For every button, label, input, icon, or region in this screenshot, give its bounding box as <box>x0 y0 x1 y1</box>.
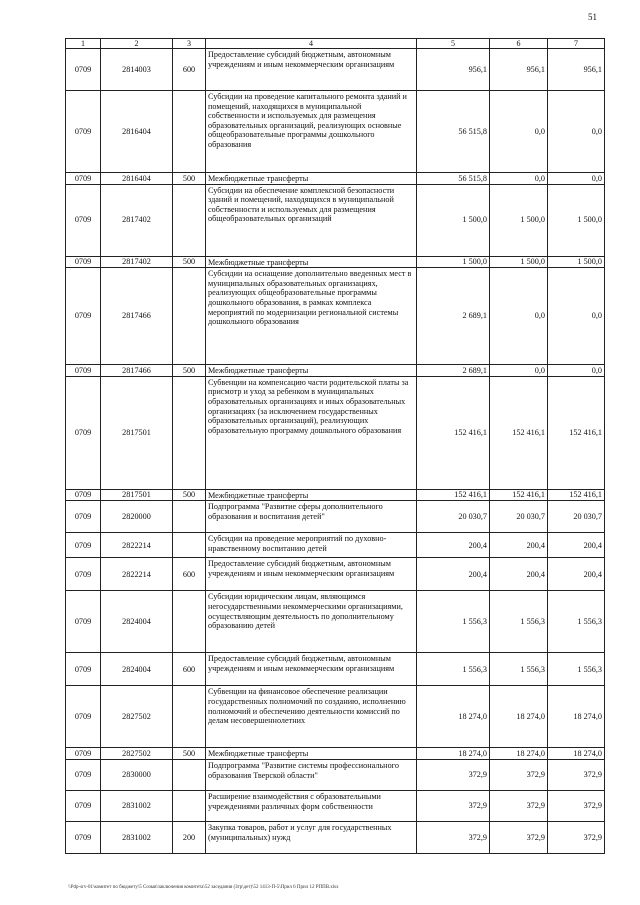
amount-col7-cell: 372,9 <box>548 790 605 821</box>
amount-col6-cell: 956,1 <box>490 49 548 91</box>
expense-type-cell <box>173 184 206 256</box>
item-name-cell: Подпрограмма "Развитие сферы дополнительного образования и воспитания детей" <box>206 501 417 533</box>
section-code-cell: 0709 <box>66 489 101 501</box>
amount-col7-cell: 372,9 <box>548 821 605 853</box>
table-row <box>66 759 605 790</box>
amount-col5-cell: 18 274,0 <box>417 748 490 760</box>
expense-type-cell: 600 <box>173 558 206 591</box>
target-article-cell: 2814003 <box>101 49 173 91</box>
target-article-cell: 2817402 <box>101 184 173 256</box>
amount-col6-cell: 1 500,0 <box>490 184 548 256</box>
item-name-cell: Субсидии на проведение капитального ремонта зданий и помещений, находящихся в муниципальной собственности и используемых для размещения образовательных организаций, реализующих основные общеобразовательные программы дошкольного образования <box>206 91 417 173</box>
column-header: 3 <box>173 39 206 49</box>
file-path-footer: \\Pdp-srv-01\комитет по бюджету\5 Созыв\заключения комитета\52 заседания (Згр\дет)\52 1413-П-5\Прил 6 Прил 12 РППВ.xlsx <box>68 885 339 890</box>
amount-col5-cell: 152 416,1 <box>417 376 490 489</box>
amount-col5-cell: 20 030,7 <box>417 501 490 533</box>
amount-col5-cell: 1 556,3 <box>417 653 490 686</box>
amount-col6-cell: 18 274,0 <box>490 748 548 760</box>
expense-type-cell: 200 <box>173 821 206 853</box>
expense-type-cell <box>173 591 206 653</box>
expense-type-cell <box>173 533 206 558</box>
table-row <box>66 489 605 501</box>
table-row <box>66 558 605 591</box>
section-code-cell: 0709 <box>66 686 101 748</box>
amount-col6-cell: 1 556,3 <box>490 591 548 653</box>
item-name-cell: Субсидии на обеспечение комплексной безопасности зданий и помещений, находящихся в муниципальной собственности и используемых для размещения общеобразовательных организаций <box>206 184 417 256</box>
item-name-cell: Расширение взаимодействия с образовательными учреждениями различных форм собственности <box>206 790 417 821</box>
amount-col5-cell: 56 515,8 <box>417 173 490 185</box>
section-code-cell: 0709 <box>66 653 101 686</box>
amount-col7-cell: 0,0 <box>548 268 605 365</box>
amount-col6-cell: 0,0 <box>490 91 548 173</box>
section-code-cell: 0709 <box>66 748 101 760</box>
amount-col7-cell: 1 556,3 <box>548 591 605 653</box>
amount-col7-cell: 0,0 <box>548 91 605 173</box>
section-code-cell: 0709 <box>66 268 101 365</box>
amount-col7-cell: 152 416,1 <box>548 489 605 501</box>
amount-col5-cell: 2 689,1 <box>417 268 490 365</box>
table-row <box>66 591 605 653</box>
target-article-cell: 2822214 <box>101 558 173 591</box>
amount-col7-cell: 1 500,0 <box>548 256 605 268</box>
table-row <box>66 184 605 256</box>
amount-col5-cell: 1 556,3 <box>417 591 490 653</box>
item-name-cell: Предоставление субсидий бюджетным, автономным учреждениям и иным некоммерческим организациям <box>206 558 417 591</box>
amount-col6-cell: 372,9 <box>490 790 548 821</box>
target-article-cell: 2824004 <box>101 591 173 653</box>
target-article-cell: 2817501 <box>101 376 173 489</box>
budget-table <box>65 38 605 854</box>
amount-col5-cell: 372,9 <box>417 759 490 790</box>
item-name-cell: Субвенции на финансовое обеспечение реализации государственных полномочий по созданию, исполнению полномочий и обеспечению деятельности комиссий по делам несовершеннолетних <box>206 686 417 748</box>
amount-col6-cell: 152 416,1 <box>490 489 548 501</box>
section-code-cell: 0709 <box>66 49 101 91</box>
target-article-cell: 2817501 <box>101 489 173 501</box>
amount-col7-cell: 0,0 <box>548 173 605 185</box>
amount-col5-cell: 200,4 <box>417 558 490 591</box>
target-article-cell: 2830000 <box>101 759 173 790</box>
target-article-cell: 2817466 <box>101 365 173 377</box>
amount-col7-cell: 152 416,1 <box>548 376 605 489</box>
expense-type-cell <box>173 759 206 790</box>
target-article-cell: 2831002 <box>101 790 173 821</box>
expense-type-cell <box>173 268 206 365</box>
item-name-cell: Закупка товаров, работ и услуг для государственных (муниципальных) нужд <box>206 821 417 853</box>
amount-col5-cell: 1 500,0 <box>417 256 490 268</box>
expense-type-cell <box>173 790 206 821</box>
amount-col6-cell: 0,0 <box>490 173 548 185</box>
expense-type-cell: 500 <box>173 748 206 760</box>
expense-type-cell: 600 <box>173 653 206 686</box>
amount-col7-cell: 956,1 <box>548 49 605 91</box>
expense-type-cell <box>173 376 206 489</box>
amount-col5-cell: 2 689,1 <box>417 365 490 377</box>
amount-col7-cell: 200,4 <box>548 533 605 558</box>
amount-col6-cell: 372,9 <box>490 759 548 790</box>
target-article-cell: 2827502 <box>101 748 173 760</box>
item-name-cell: Субсидии на оснащение дополнительно введенных мест в муниципальных образовательных организациях, реализующих общеобразовательные программы дошкольного образования, в рамках комплекса мероприятий по модернизации региональной системы дошкольного образования <box>206 268 417 365</box>
amount-col7-cell: 18 274,0 <box>548 748 605 760</box>
amount-col7-cell: 200,4 <box>548 558 605 591</box>
column-header: 1 <box>66 39 101 49</box>
expense-type-cell: 500 <box>173 489 206 501</box>
page-number: 51 <box>588 12 597 22</box>
table-row <box>66 91 605 173</box>
column-header: 2 <box>101 39 173 49</box>
section-code-cell: 0709 <box>66 558 101 591</box>
table-row <box>66 268 605 365</box>
item-name-cell: Межбюджетные трансферты <box>206 365 417 377</box>
amount-col5-cell: 18 274,0 <box>417 686 490 748</box>
item-name-cell: Межбюджетные трансферты <box>206 748 417 760</box>
expense-type-cell: 600 <box>173 49 206 91</box>
amount-col5-cell: 200,4 <box>417 533 490 558</box>
target-article-cell: 2824004 <box>101 653 173 686</box>
amount-col5-cell: 372,9 <box>417 821 490 853</box>
item-name-cell: Межбюджетные трансферты <box>206 173 417 185</box>
amount-col6-cell: 0,0 <box>490 268 548 365</box>
target-article-cell: 2827502 <box>101 686 173 748</box>
amount-col7-cell: 1 556,3 <box>548 653 605 686</box>
amount-col6-cell: 372,9 <box>490 821 548 853</box>
section-code-cell: 0709 <box>66 591 101 653</box>
target-article-cell: 2816404 <box>101 91 173 173</box>
table-row <box>66 376 605 489</box>
section-code-cell: 0709 <box>66 376 101 489</box>
table-row <box>66 653 605 686</box>
target-article-cell: 2817402 <box>101 256 173 268</box>
amount-col5-cell: 372,9 <box>417 790 490 821</box>
amount-col7-cell: 372,9 <box>548 759 605 790</box>
expense-type-cell <box>173 686 206 748</box>
column-header: 6 <box>490 39 548 49</box>
table-row <box>66 790 605 821</box>
item-name-cell: Предоставление субсидий бюджетным, автономным учреждениям и иным некоммерческим организациям <box>206 49 417 91</box>
amount-col6-cell: 152 416,1 <box>490 376 548 489</box>
expense-type-cell <box>173 91 206 173</box>
table-row <box>66 173 605 185</box>
amount-col7-cell: 0,0 <box>548 365 605 377</box>
amount-col6-cell: 20 030,7 <box>490 501 548 533</box>
item-name-cell: Подпрограмма "Развитие системы профессионального образования Тверской области" <box>206 759 417 790</box>
amount-col5-cell: 956,1 <box>417 49 490 91</box>
amount-col6-cell: 18 274,0 <box>490 686 548 748</box>
expense-type-cell: 500 <box>173 256 206 268</box>
column-header: 7 <box>548 39 605 49</box>
item-name-cell: Субсидии на проведение мероприятий по духовно-нравственному воспитанию детей <box>206 533 417 558</box>
amount-col5-cell: 56 515,8 <box>417 91 490 173</box>
amount-col6-cell: 0,0 <box>490 365 548 377</box>
section-code-cell: 0709 <box>66 365 101 377</box>
table-row <box>66 748 605 760</box>
item-name-cell: Межбюджетные трансферты <box>206 256 417 268</box>
section-code-cell: 0709 <box>66 790 101 821</box>
section-code-cell: 0709 <box>66 821 101 853</box>
item-name-cell: Субсидии юридическим лицам, являющимся негосударственными некоммерческими организациями, осуществляющим деятельность по дополнительному образованию детей <box>206 591 417 653</box>
table-row <box>66 533 605 558</box>
table-row <box>66 256 605 268</box>
target-article-cell: 2831002 <box>101 821 173 853</box>
target-article-cell: 2820000 <box>101 501 173 533</box>
table-row <box>66 365 605 377</box>
amount-col6-cell: 1 556,3 <box>490 653 548 686</box>
amount-col6-cell: 200,4 <box>490 533 548 558</box>
section-code-cell: 0709 <box>66 759 101 790</box>
section-code-cell: 0709 <box>66 173 101 185</box>
target-article-cell: 2822214 <box>101 533 173 558</box>
expense-type-cell: 500 <box>173 365 206 377</box>
section-code-cell: 0709 <box>66 501 101 533</box>
column-number-row <box>66 39 605 49</box>
amount-col7-cell: 20 030,7 <box>548 501 605 533</box>
target-article-cell: 2817466 <box>101 268 173 365</box>
amount-col5-cell: 1 500,0 <box>417 184 490 256</box>
column-header: 4 <box>206 39 417 49</box>
column-header: 5 <box>417 39 490 49</box>
section-code-cell: 0709 <box>66 256 101 268</box>
amount-col5-cell: 152 416,1 <box>417 489 490 501</box>
section-code-cell: 0709 <box>66 91 101 173</box>
section-code-cell: 0709 <box>66 184 101 256</box>
item-name-cell: Субвенции на компенсацию части родительской платы за присмотр и уход за ребенком в муниципальных образовательных организациях и иных образовательных организациях (за исключением государственных образовательных организаций), реализующих образовательную программу дошкольного образования <box>206 376 417 489</box>
table-row <box>66 501 605 533</box>
amount-col6-cell: 1 500,0 <box>490 256 548 268</box>
table-row <box>66 49 605 91</box>
amount-col7-cell: 1 500,0 <box>548 184 605 256</box>
item-name-cell: Межбюджетные трансферты <box>206 489 417 501</box>
target-article-cell: 2816404 <box>101 173 173 185</box>
amount-col6-cell: 200,4 <box>490 558 548 591</box>
table-row <box>66 821 605 853</box>
item-name-cell: Предоставление субсидий бюджетным, автономным учреждениям и иным некоммерческим организациям <box>206 653 417 686</box>
table-row <box>66 686 605 748</box>
section-code-cell: 0709 <box>66 533 101 558</box>
expense-type-cell <box>173 501 206 533</box>
expense-type-cell: 500 <box>173 173 206 185</box>
amount-col7-cell: 18 274,0 <box>548 686 605 748</box>
